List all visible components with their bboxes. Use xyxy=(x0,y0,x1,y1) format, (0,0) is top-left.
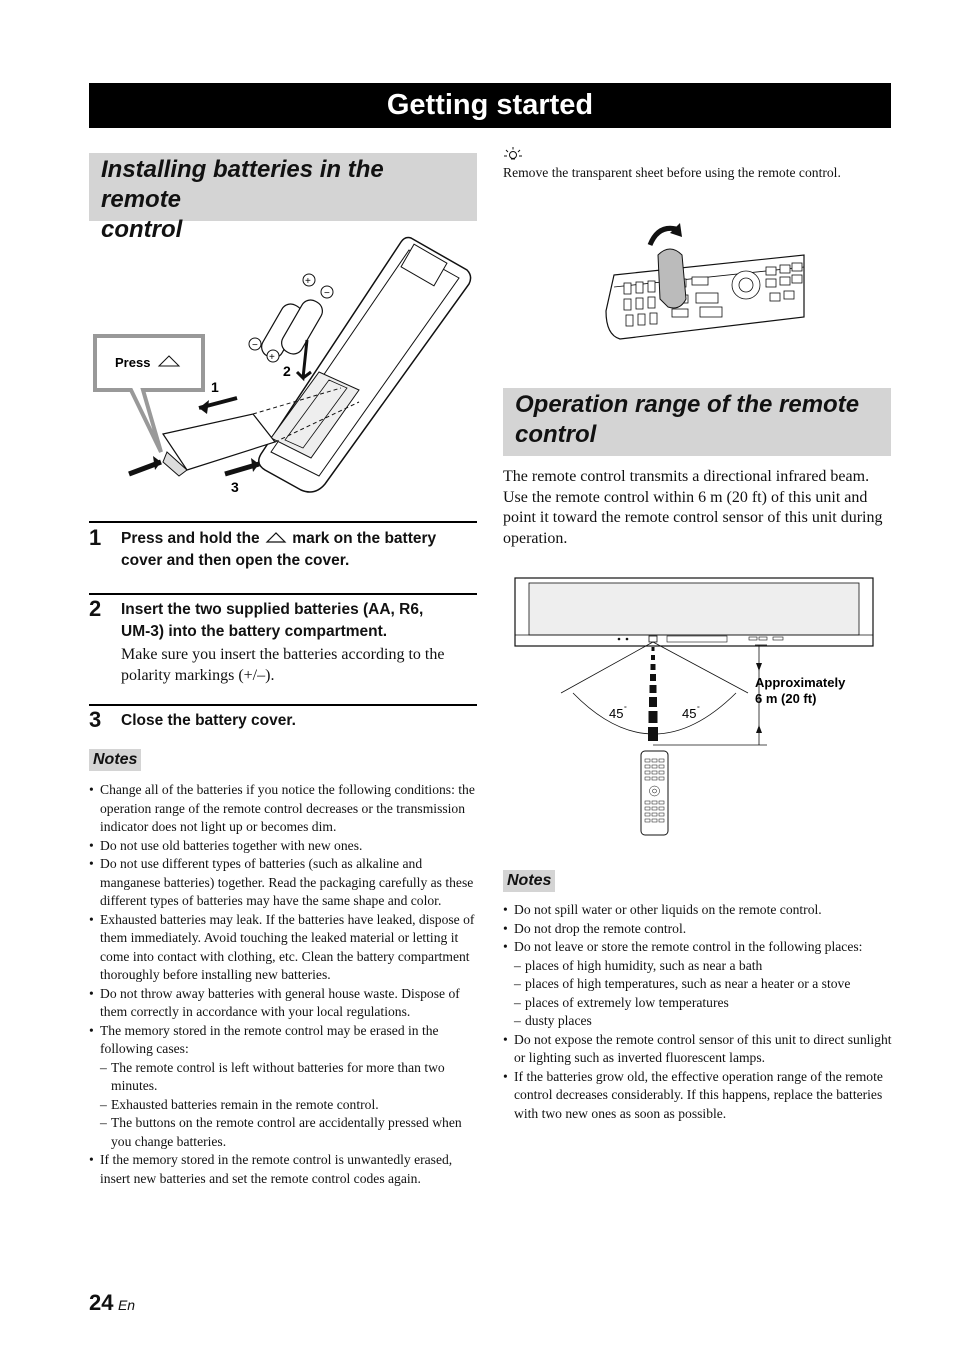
note-item: • Do not drop the remote control. xyxy=(503,920,895,939)
svg-text:+: + xyxy=(305,276,311,287)
battery-install-illustration xyxy=(89,230,477,502)
angle-left-degree: ° xyxy=(624,706,627,713)
note-item: • Change all of the batteries if you notice the following conditions: the operation range of the remote control decreases or the transmission indicator does not light up or becomes dim. xyxy=(89,781,477,837)
range-section-title xyxy=(503,388,891,456)
note-sub-item: – places of high temperatures, such as near a heater or a stove xyxy=(503,975,895,994)
note-sub-item: – The remote control is left without batteries for more than two minutes. xyxy=(89,1059,477,1096)
page-title: Getting started xyxy=(89,83,891,128)
step-3-text: Close the battery cover. xyxy=(121,712,296,729)
operation-range-diagram xyxy=(503,575,891,840)
step-3-rule xyxy=(89,704,477,706)
note-item: • Do not expose the remote control sensor of this unit to direct sunlight or lighting such as inverted fluorescent lamps. xyxy=(503,1031,895,1068)
install-notes-label: Notes xyxy=(89,749,141,771)
note-item: • Exhausted batteries may leak. If the batteries have leaked, dispose of them immediately. Avoid touching the leaked material or letting it come into contact with clothing, etc. Clean the battery compartment thoroughly before installing new batteries. xyxy=(89,911,477,985)
note-sub-item: – dusty places xyxy=(503,1012,895,1031)
distance-line2: 6 m (20 ft) xyxy=(755,691,817,706)
note-item: • Do not leave or store the remote control in the following places: xyxy=(503,938,895,957)
page-number-value: 24 xyxy=(89,1290,114,1315)
step-3-number: 3 xyxy=(89,707,102,732)
remote-sensor xyxy=(649,636,657,642)
install-title-line2: control xyxy=(101,216,183,243)
remote-sheet-illustration xyxy=(600,215,810,345)
sound-bar-unit xyxy=(515,578,873,646)
step-1-text-b: mark on the battery xyxy=(292,530,437,547)
tip-text: Remove the transparent sheet before using the remote control. xyxy=(503,165,841,180)
press-label: Press xyxy=(115,355,151,370)
svg-text:−: − xyxy=(324,288,330,299)
step-2-text-a: Insert the two supplied batteries (AA, R6, xyxy=(121,601,424,618)
note-sub-item: – The buttons on the remote control are accidentally pressed when you change batteries. xyxy=(89,1114,477,1151)
step-1-text-c: cover and then open the cover. xyxy=(121,552,350,569)
distance-line1: Approximately xyxy=(755,675,846,690)
step-1-text-a: Press and hold the xyxy=(121,530,260,547)
note-item: • Do not throw away batteries with general house waste. Dispose of them correctly in accordance with your local regulations. xyxy=(89,985,477,1022)
step-2-text-b: UM-3) into the battery compartment. xyxy=(121,623,388,640)
note-sub-item: – Exhausted batteries remain in the remote control. xyxy=(89,1096,477,1115)
svg-text:+: + xyxy=(269,352,275,363)
note-item: • The memory stored in the remote control may be erased in the following cases: xyxy=(89,1022,477,1059)
range-notes-label: Notes xyxy=(503,870,555,892)
range-notes-list xyxy=(503,901,895,1123)
install-title-line1: Installing batteries in the remote xyxy=(101,156,384,213)
svg-text:−: − xyxy=(252,340,258,351)
step-2-text xyxy=(121,599,477,643)
angle-right-degree: ° xyxy=(697,706,700,713)
note-item: • Do not use old batteries together with new ones. xyxy=(89,837,477,856)
callout-3: 3 xyxy=(231,479,239,495)
step-1-number: 1 xyxy=(89,525,102,550)
triangle-mark-icon xyxy=(264,530,288,544)
step-1-text xyxy=(121,528,477,572)
range-title-line1: Operation range of the remote xyxy=(515,391,860,418)
note-sub-item: – places of extremely low temperatures xyxy=(503,994,895,1013)
angle-left: 45 xyxy=(609,706,624,721)
install-notes-list xyxy=(89,781,477,1188)
install-section-title xyxy=(89,153,477,243)
lightbulb-icon xyxy=(503,145,523,163)
callout-2: 2 xyxy=(283,363,291,379)
remote-control-icon xyxy=(641,751,668,835)
note-item: • If the batteries grow old, the effective operation range of the remote control decreases considerably. If this happens, replace the batteries with two new ones as soon as possible. xyxy=(503,1068,895,1124)
infrared-beam xyxy=(648,647,658,741)
note-sub-item: – places of high humidity, such as near a bath xyxy=(503,957,895,976)
step-1-rule xyxy=(89,521,477,523)
page-language: En xyxy=(117,1297,136,1313)
note-item: • Do not use different types of batteries (such as alkaline and manganese batteries) together. Read the packaging carefully as these different types of batteries may have the same shape and color. xyxy=(89,855,477,911)
range-title-line2: control xyxy=(515,421,597,448)
step-2-body: Make sure you insert the batteries according to the polarity markings (+/–). xyxy=(121,646,445,684)
note-item: • If the memory stored in the remote control is unwantedly erased, insert new batteries and set the remote control codes again. xyxy=(89,1151,477,1188)
callout-1: 1 xyxy=(211,379,219,395)
page-number xyxy=(89,1290,135,1316)
step-2-number: 2 xyxy=(89,596,102,621)
note-item: • Do not spill water or other liquids on the remote control. xyxy=(503,901,895,920)
range-body-text: The remote control transmits a directional infrared beam. Use the remote control within 6 m (20 ft) of this unit and point it toward the remote control sensor of this unit during operation. xyxy=(503,468,883,547)
step-2-rule xyxy=(89,593,477,595)
angle-right: 45 xyxy=(682,706,697,721)
